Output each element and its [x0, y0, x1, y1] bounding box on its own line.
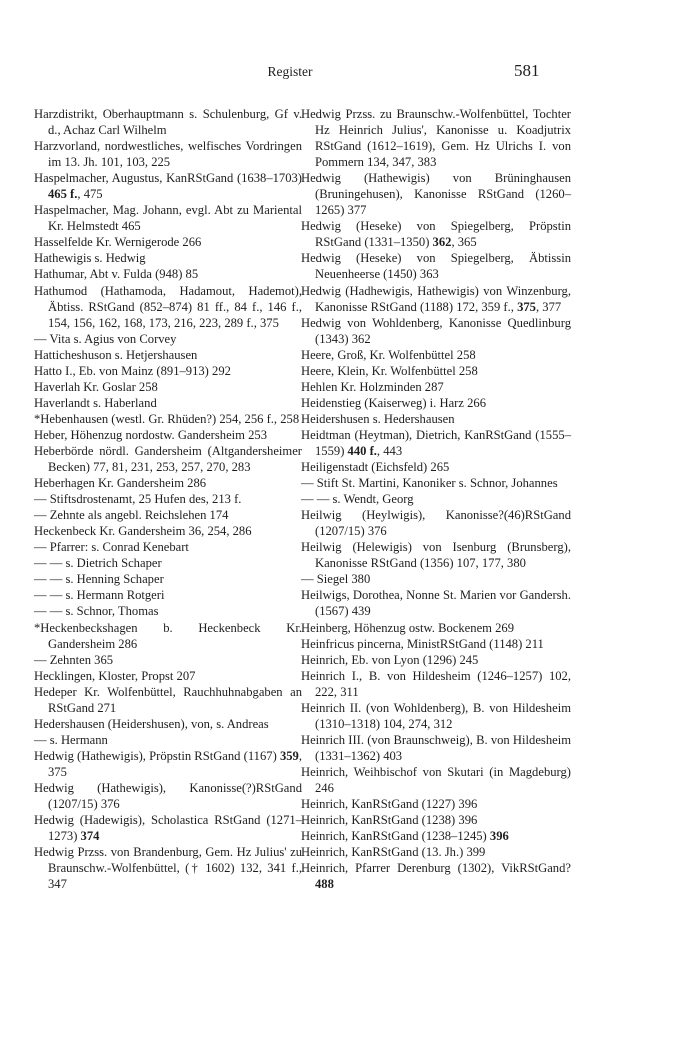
index-entry: Hecklingen, Kloster, Propst 207 — [34, 668, 196, 683]
index-entry: Heilwig (Helewigis) von Isenburg (Brunsberg), Kanonisse RStGand (1356) 107, 177, 380 — [301, 540, 571, 571]
index-entry: Heinrich, KanRStGand (13. Jh.) 399 — [301, 845, 486, 860]
index-entry: Hatto I., Eb. von Mainz (891–913) 292 — [34, 363, 231, 378]
index-entry: — Zehnten 365 — [34, 652, 114, 667]
index-column-left — [34, 106, 302, 892]
index-entry: Hedeper Kr. Wolfenbüttel, Rauchhuhnabgaben an RStGand 271 — [34, 684, 302, 715]
index-entry: Heere, Groß, Kr. Wolfenbüttel 258 — [301, 347, 476, 362]
index-entry: — — s. Dietrich Schaper — [34, 556, 162, 571]
index-entry: Haspelmacher, Mag. Johann, evgl. Abt zu Mariental Kr. Helmstedt 465 — [34, 203, 302, 234]
index-entry: — — s. Schnor, Thomas — [34, 604, 159, 619]
index-entry: Haverlandt s. Haberland — [34, 395, 157, 410]
index-entry: Heilwigs, Dorothea, Nonne St. Marien vor Gandersh. (1567) 439 — [301, 588, 571, 619]
index-entry: Hehlen Kr. Holzminden 287 — [301, 379, 444, 394]
index-entry: Harzvorland, nordwestliches, welfisches Vordringen im 13. Jh. 101, 103, 225 — [34, 139, 302, 170]
index-entry: Heinrich III. (von Braunschweig), B. von Hildesheim (1331–1362) 403 — [301, 732, 571, 763]
index-entry: Heckenbeck Kr. Gandersheim 36, 254, 286 — [34, 524, 252, 539]
index-entry: Hatticheshuson s. Hetjershausen — [34, 347, 198, 362]
index-entry: Heberbörde nördl. Gandersheim (Altgandersheimer Becken) 77, 81, 231, 253, 257, 270, 283 — [34, 443, 302, 475]
index-entry: Hedwig von Wohldenberg, Kanonisse Quedlinburg (1343) 362 — [301, 315, 571, 346]
index-entry: — Pfarrer: s. Conrad Kenebart — [34, 540, 189, 555]
index-entry: Hathumod (Hathamoda, Hadamout, Hademot), Äbtiss. RStGand (852–874) 81 ff., 84 f., 146 f., 154, 156, 162, 168, 173, 216, 223, 289 f., 375 — [34, 283, 302, 330]
index-entry: Hedwig (Heseke) von Spiegelberg, Äbtissin Neuenheerse (1450) 363 — [301, 251, 571, 282]
index-entry: Heinberg, Höhenzug ostw. Bockenem 269 — [301, 620, 514, 635]
index-entry: — — s. Hermann Rotgeri — [34, 588, 165, 603]
index-entry: Heinrich I., B. von Hildesheim (1246–1257) 102, 222, 311 — [301, 668, 571, 699]
index-entry: Heilwig (Heylwigis), Kanonisse?(46)RStGand (1207/15) 376 — [301, 508, 571, 539]
index-entry: Heinrich, Eb. von Lyon (1296) 245 — [301, 652, 479, 667]
index-entry: Hedwig (Heseke) von Spiegelberg, Pröpstin RStGand (1331–1350) 362, 365 — [301, 219, 571, 250]
index-column-right — [301, 106, 571, 892]
index-entry: Heinrich, Weihbischof von Skutari (in Magdeburg) 246 — [301, 764, 571, 795]
index-entry: Heinfricus pincerna, MinistRStGand (1148) 211 — [301, 636, 544, 651]
index-entry: Hathewigis s. Hedwig — [34, 251, 146, 266]
index-entry: Heinrich, KanRStGand (1238) 396 — [301, 813, 478, 828]
index-entry: Hedwig (Hadewigis), Scholastica RStGand (1271–1273) 374 — [34, 813, 302, 844]
index-entry: Haverlah Kr. Goslar 258 — [34, 379, 158, 394]
index-entry: Heidtman (Heytman), Dietrich, KanRStGand (1555–1559) 440 f., 443 — [301, 427, 571, 458]
index-entry: Heberhagen Kr. Gandersheim 286 — [34, 476, 207, 491]
index-entry: *Hebenhausen (westl. Gr. Rhüden?) 254, 256 f., 258 — [34, 411, 300, 426]
index-entry: — Stiftsdrostenamt, 25 Hufen des, 213 f. — [34, 492, 242, 507]
index-entry: Hedershausen (Heidershusen), von, s. Andreas — [34, 716, 269, 731]
index-entry: Heinrich, KanRStGand (1238–1245) 396 — [301, 829, 509, 844]
index-entry: — Siegel 380 — [301, 572, 371, 587]
index-entry: Heidenstieg (Kaiserweg) i. Harz 266 — [301, 395, 486, 410]
index-entry: *Heckenbeckshagen b. Heckenbeck Kr. Gandersheim 286 — [34, 620, 302, 651]
index-entry: Hedwig (Hathewigis), Pröpstin RStGand (1167) 359, 375 — [34, 748, 302, 779]
index-entry: Heinrich, Pfarrer Derenburg (1302), VikRStGand? 488 — [301, 861, 571, 892]
index-entry: Hedwig Przss. von Brandenburg, Gem. Hz Julius' zu Braunschw.-Wolfenbüttel, († 1602) 132, 341 f., 347 — [34, 845, 302, 892]
index-entry: — Vita s. Agius von Corvey — [34, 331, 177, 346]
index-entry: — Stift St. Martini, Kanoniker s. Schnor, Johannes — [301, 476, 558, 491]
index-entry: Heiligenstadt (Eichsfeld) 265 — [301, 460, 450, 475]
index-entry: Haspelmacher, Augustus, KanRStGand (1638–1703) 465 f., 475 — [34, 171, 302, 202]
index-entry: Heinrich, KanRStGand (1227) 396 — [301, 797, 478, 812]
index-entry: Hedwig Przss. zu Braunschw.-Wolfenbüttel, Tochter Hz Heinrich Julius', Kanonisse u. Koadjutrix RStGand (1612–1619), Gem. Hz Ulrichs I. von Pommern 134, 347, 383 — [301, 107, 571, 170]
index-entry: — — s. Henning Schaper — [34, 572, 164, 587]
index-entry: Hasselfelde Kr. Wernigerode 266 — [34, 235, 202, 250]
index-entry: — s. Hermann — [34, 732, 108, 747]
index-entry: Hathumar, Abt v. Fulda (948) 85 — [34, 267, 199, 282]
index-entry: Heinrich II. (von Wohldenberg), B. von Hildesheim (1310–1318) 104, 274, 312 — [301, 700, 571, 731]
index-entry: — Zehnte als angebl. Reichslehen 174 — [34, 508, 229, 523]
index-entry: Heber, Höhenzug nordostw. Gandersheim 253 — [34, 427, 268, 442]
index-entry: Harzdistrikt, Oberhauptmann s. Schulenburg, Gf v. d., Achaz Carl Wilhelm — [34, 107, 302, 138]
index-entry: Heidershusen s. Hedershausen — [301, 411, 455, 426]
page-number: 581 — [514, 61, 540, 80]
index-entry: Hedwig (Hathewigis), Kanonisse(?)RStGand (1207/15) 376 — [34, 780, 302, 812]
index-entry: — — s. Wendt, Georg — [301, 492, 414, 507]
index-entry: Heere, Klein, Kr. Wolfenbüttel 258 — [301, 363, 478, 378]
index-entry: Hedwig (Hadhewigis, Hathewigis) von Winzenburg, Kanonisse RStGand (1188) 172, 359 f., 375, 377 — [301, 283, 571, 314]
page-title: Register — [267, 64, 313, 79]
index-entry: Hedwig (Hathewigis) von Brüninghausen (Bruningehusen), Kanonisse RStGand (1260–1265) 377 — [301, 171, 571, 218]
